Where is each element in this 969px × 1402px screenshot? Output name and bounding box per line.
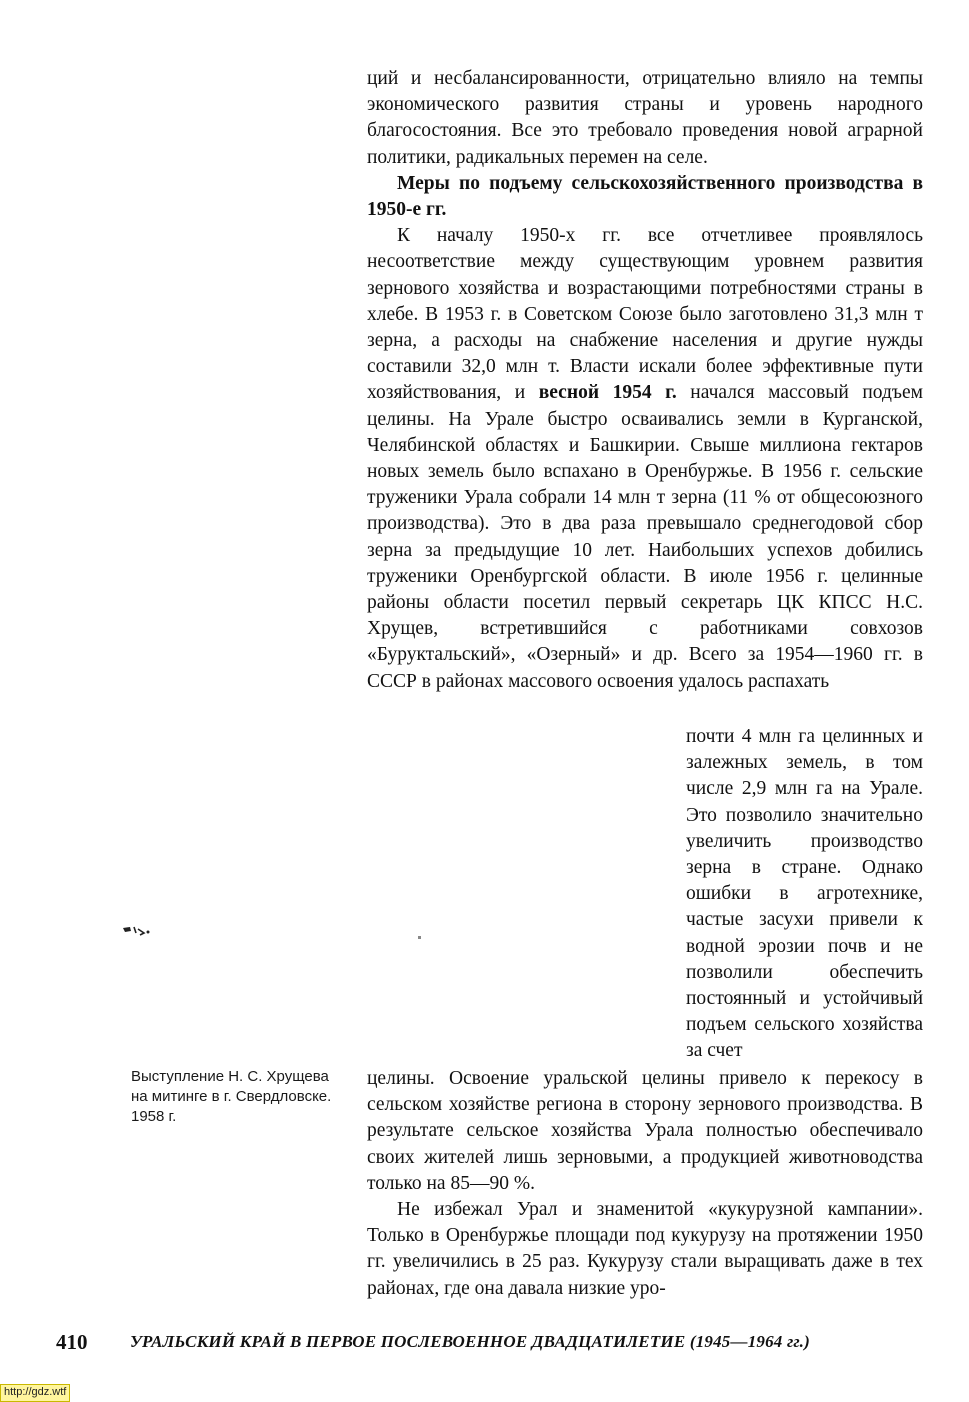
bold-date: весной 1954 г. — [538, 382, 677, 404]
paragraph-virgin-lands — [367, 223, 923, 695]
page-number: 410 — [56, 1330, 88, 1354]
paragraph-text: почти 4 млн га целинных и залежных земель, в том числе 2,9 млн га на Урале. Это позволило значительно увеличить производство зерна в стране. Однако ошибки в агротехнике, частые засухи привели к водной эрозии почв и не позволили обеспечить постоянный и устойчивый подъем сельского хозяйства за счет — [686, 726, 923, 1062]
paragraph-text: К началу 1950-х гг. все отчетливее проявлялось несоответствие между существующим уровнем развития зернового хозяйства и возрастающими потребностями страны в хлебе. В 1953 г. в Советском Союзе было заготовлено 31,3 млн т зерна, а расходы на снабжение населения и другие нужды составили 32,0 млн т. Власти искали более эффективные пути хозяйствования, и — [367, 225, 923, 404]
watermark-link[interactable]: http://gdz.wtf — [0, 1384, 70, 1402]
figure-caption: Выступление Н. С. Хрущева на митинге в г. Свердловске. 1958 г. — [131, 1068, 332, 1125]
main-text-column-top — [367, 66, 923, 695]
main-text-column-bottom — [367, 1066, 923, 1302]
paragraph-text: целины. Освоение уральской целины привело к перекосу в сельском хозяйстве региона в сторону зернового производства. В результате сельское хозяйства Урала полностью обеспечивало своих жителей лишь зерновыми, а продукцией животноводства только на 85—90 %. — [367, 1068, 923, 1194]
section-heading: Меры по подъему сельскохозяйственного производства в 1950-е гг. — [367, 172, 923, 221]
running-title: УРАЛЬСКИЙ КРАЙ В ПЕРВОЕ ПОСЛЕВОЕННОЕ ДВАДЦАТИЛЕТИЕ (1945—1964 гг.) — [130, 1332, 810, 1351]
figure-remnant-mark — [122, 924, 158, 936]
paragraph-corn-campaign: Не избежал Урал и знаменитой «кукурузной кампании». Только в Оренбуржье площади под кукурузу на протяжении 1950 гг. увеличились в 25 раз. Кукурузу стали выращивать даже в тех районах, где она давала низкие уро- — [367, 1199, 923, 1299]
paragraph-text: начался массовый подъем целины. На Урале быстро осваивались земли в Курганской, Челябинской областях и Башкирии. Свыше миллиона гектаров новых земель было вспахано в Оренбуржье. В 1956 г. сельские труженики Урала собрали 14 млн т зерна (11 % от общесоюзного производства). Это в два раза превышало среднегодовой сбор зерна за предыдущие 10 лет. Наибольших успехов добились труженики Оренбургской области. В июле 1956 г. целинные районы области посетил первый секретарь ЦК КПСС Н.С. Хрущев, встретившийся с работниками совхозов «Буруктальский», «Озерный» и др. Всего за 1954—1960 гг. в СССР в районах массового освоения удалось распахать — [367, 382, 923, 692]
page-footer — [56, 1330, 936, 1356]
text-column-beside-figure — [686, 724, 923, 1065]
figure-remnant-dot — [418, 936, 421, 939]
paragraph-continuation: ций и несбалансированности, отрицательно влияло на темпы экономического развития страны и уровень народного благосостояния. Все это требовало проведения новой аграрной политики, радикальных перемен на селе. — [367, 68, 923, 168]
